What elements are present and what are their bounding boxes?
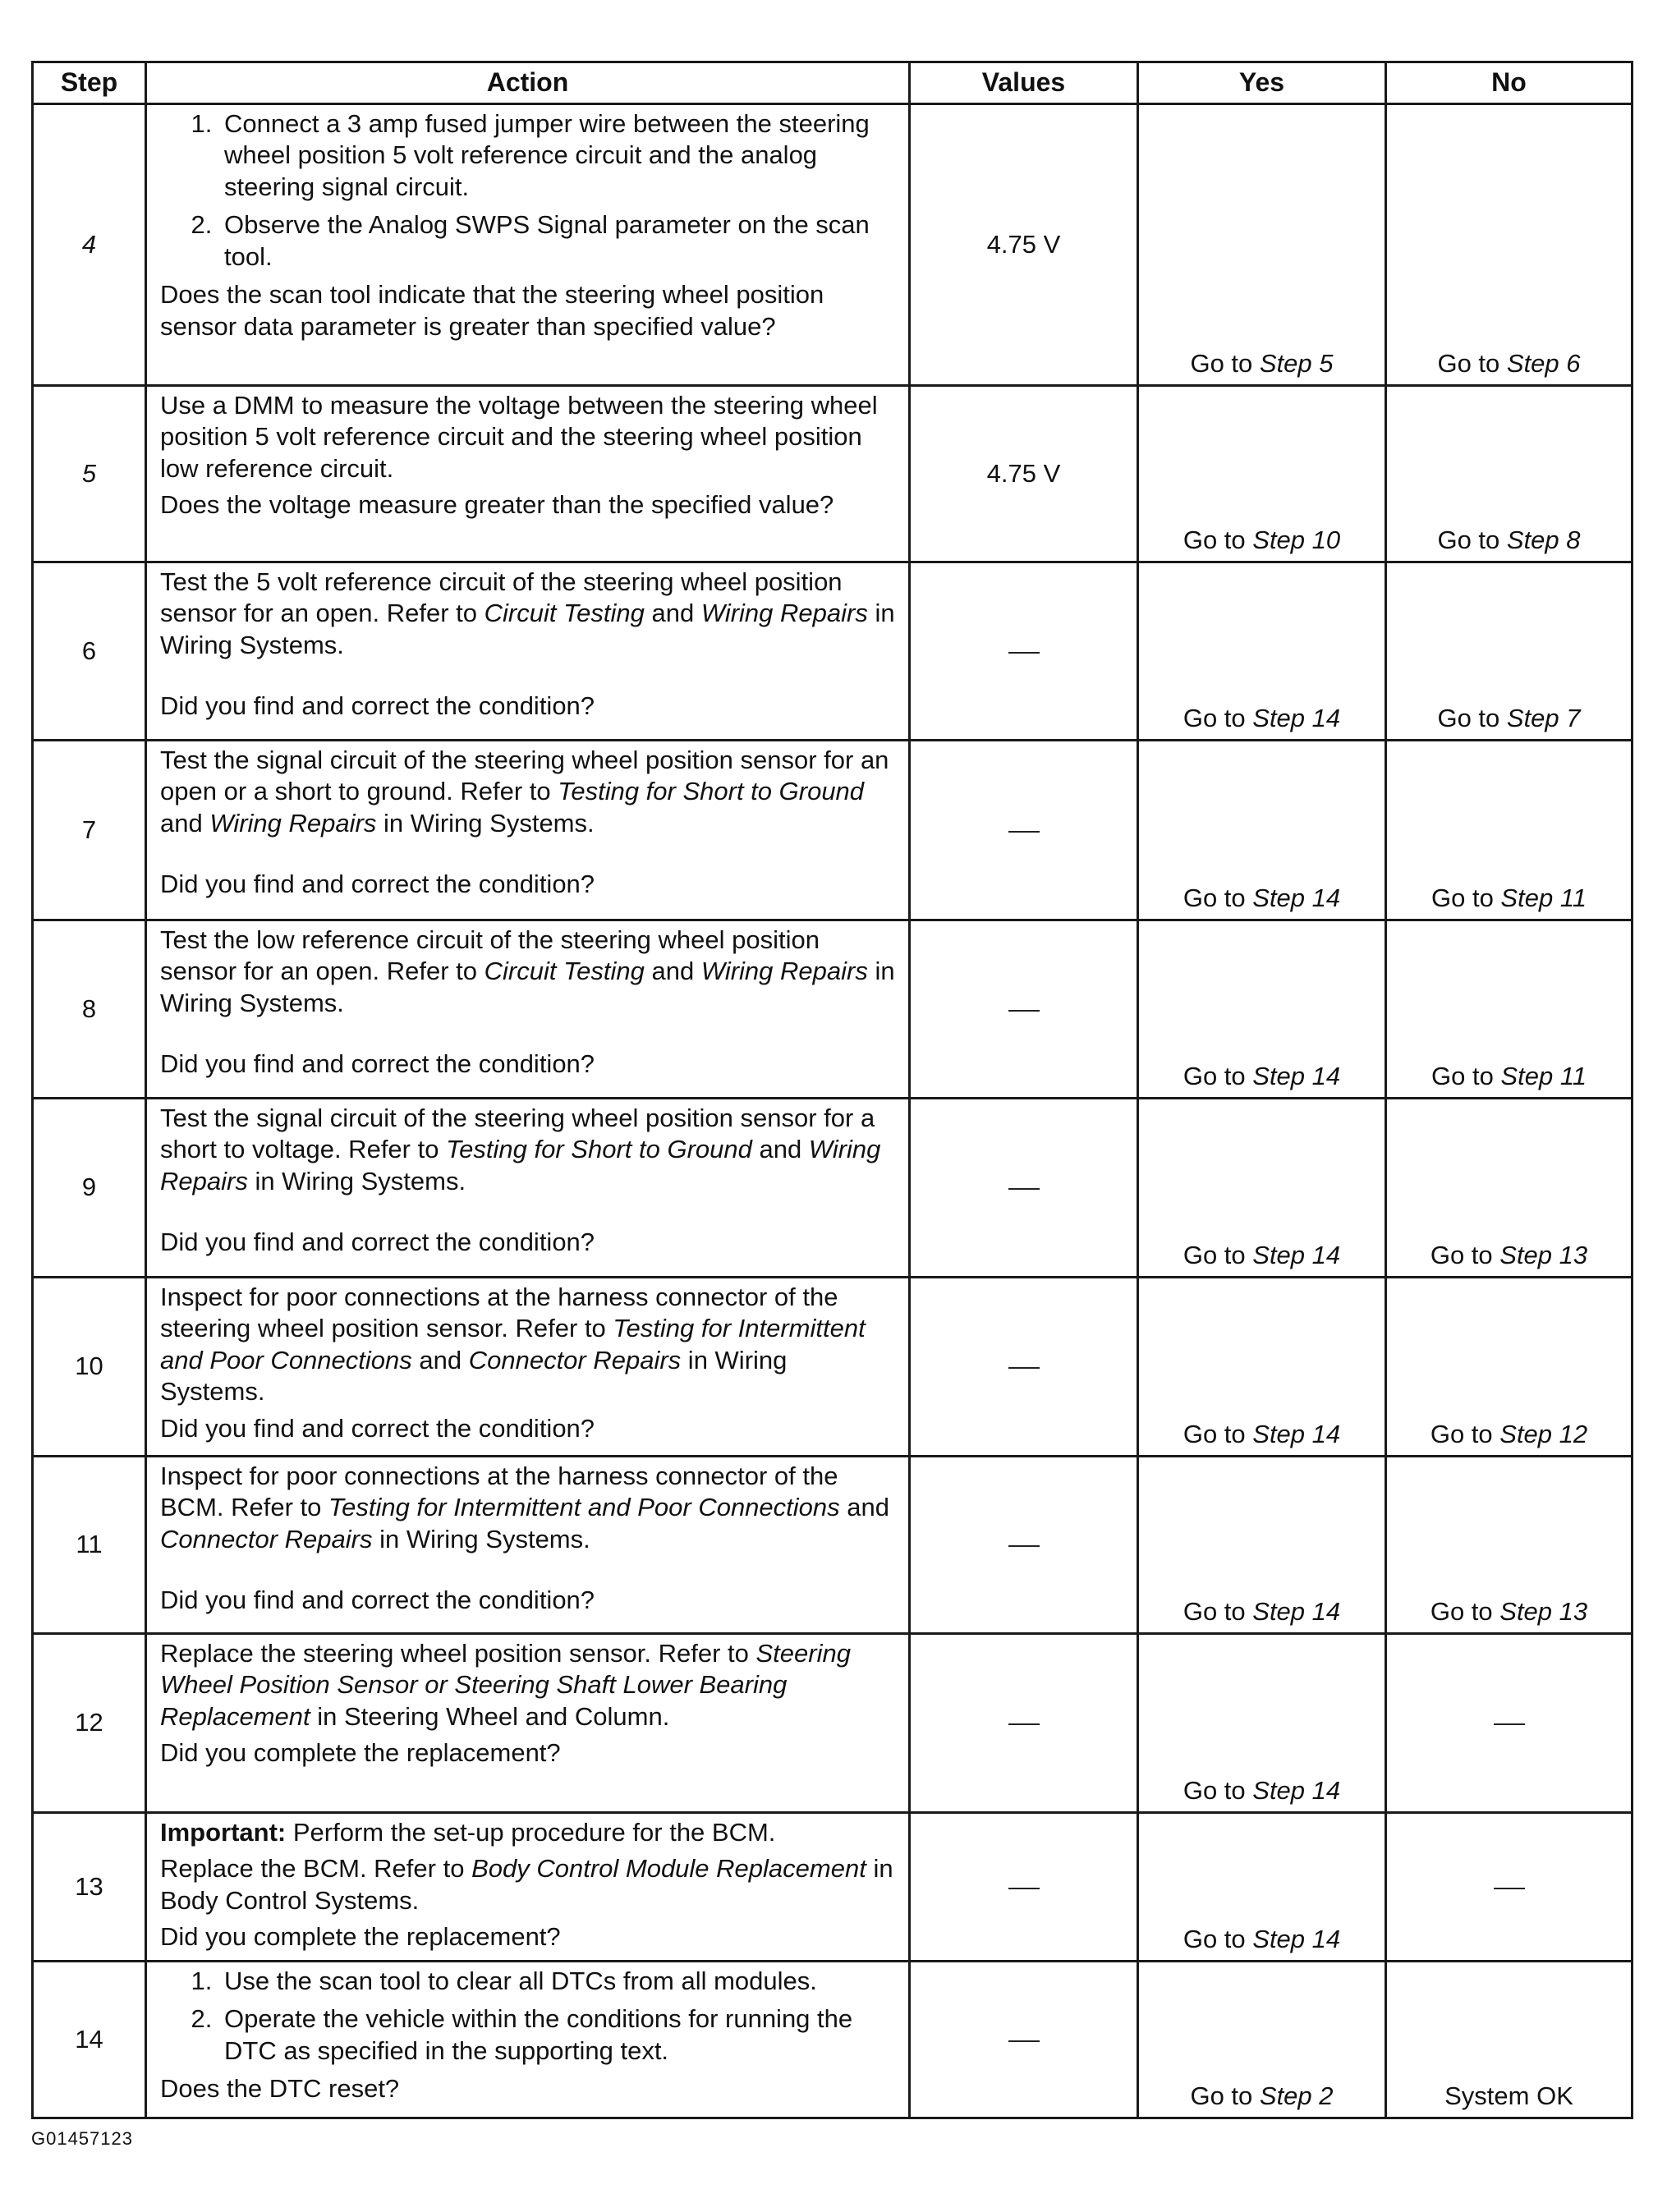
substep-list	[160, 108, 898, 273]
reference-link: Circuit Testing	[484, 599, 645, 628]
dash-mark	[1008, 1723, 1040, 1725]
step-number: 12	[33, 1634, 146, 1813]
figure-id: G01457123	[31, 2128, 133, 2149]
step-question: Does the scan tool indicate that the steering wheel position sensor data parameter is greater than specified value?	[160, 280, 824, 341]
step-value: 4.75 V	[910, 386, 1138, 562]
no-result: System OK	[1386, 1962, 1633, 2118]
header-values: Values	[910, 62, 1138, 104]
yes-goto: Go to Step 14	[1138, 1099, 1386, 1278]
no-goto: Go to Step 13	[1386, 1099, 1633, 1278]
step-row-5	[33, 386, 1633, 562]
reference-link: Steering Wheel Position Sensor or Steering Shaft Lower Bearing Replacement	[160, 1639, 851, 1731]
no-goto: Go to Step 8	[1386, 386, 1633, 562]
step-question: Did you find and correct the condition?	[160, 870, 595, 899]
yes-goto: Go to Step 14	[1138, 1278, 1386, 1457]
header-yes: Yes	[1138, 62, 1386, 104]
yes-goto: Go to Step 14	[1138, 562, 1386, 741]
yes-goto: Go to Step 10	[1138, 386, 1386, 562]
step-number: 10	[33, 1278, 146, 1457]
step-number: 9	[33, 1099, 146, 1278]
diagnostic-table	[31, 61, 1633, 2119]
step-row-4	[33, 104, 1633, 386]
substep: 2. Operate the vehicle within the conditions for running the DTC as specified in the supporting text.	[219, 2003, 898, 2067]
step-row-12	[33, 1634, 1633, 1813]
no-goto: Go to Step 11	[1386, 920, 1633, 1099]
step-action	[146, 562, 910, 741]
step-row-8	[33, 920, 1633, 1099]
step-value	[910, 1813, 1138, 1962]
step-instruction: Test the 5 volt reference circuit of the steering wheel position sensor for an open. Refer to Circuit Testing and Wiring Repairs in Wiring Systems.	[160, 567, 895, 659]
dash-mark	[1008, 1010, 1040, 1012]
important-note: Important: Perform the set-up procedure for the BCM.	[160, 1818, 776, 1847]
dash-mark	[1008, 1888, 1040, 1889]
step-action	[146, 741, 910, 920]
reference-link: Wiring Repairs	[700, 599, 868, 628]
step-value	[910, 1278, 1138, 1457]
no-goto: Go to Step 13	[1386, 1457, 1633, 1634]
step-value	[910, 562, 1138, 741]
step-question: Did you find and correct the condition?	[160, 1228, 595, 1257]
reference-link: Wiring Repairs	[700, 957, 868, 986]
step-value	[910, 1457, 1138, 1634]
reference-link: Testing for Intermittent and Poor Connections	[328, 1493, 840, 1522]
step-question: Did you find and correct the condition?	[160, 1586, 595, 1615]
step-number: 5	[33, 386, 146, 562]
header-step: Step	[33, 62, 146, 104]
step-number: 6	[33, 562, 146, 741]
yes-goto: Go to Step 14	[1138, 1457, 1386, 1634]
dash-mark	[1008, 2040, 1040, 2042]
yes-goto: Go to Step 14	[1138, 920, 1386, 1099]
step-question: Does the DTC reset?	[160, 2074, 400, 2104]
step-value	[910, 741, 1138, 920]
yes-goto: Go to Step 14	[1138, 741, 1386, 920]
step-row-7	[33, 741, 1633, 920]
yes-goto: Go to Step 14	[1138, 1634, 1386, 1813]
substep: 2. Observe the Analog SWPS Signal parameter on the scan tool.	[219, 209, 898, 273]
step-row-9	[33, 1099, 1633, 1278]
step-number: 11	[33, 1457, 146, 1634]
step-value	[910, 1099, 1138, 1278]
reference-link: Connector Repairs	[468, 1345, 682, 1374]
step-number: 7	[33, 741, 146, 920]
step-instruction: Test the signal circuit of the steering wheel position sensor for a short to voltage. Refer to Testing for Short to Ground and Wiring Repairs in Wiring Systems.	[160, 1104, 881, 1195]
no-goto: Go to Step 11	[1386, 741, 1633, 920]
header-row	[33, 62, 1633, 104]
no-goto: Go to Step 6	[1386, 104, 1633, 386]
reference-link: Wiring Repairs	[160, 1135, 881, 1195]
substep: 1. Use the scan tool to clear all DTCs from all modules.	[219, 1966, 898, 1997]
step-row-11	[33, 1457, 1633, 1634]
step-action	[146, 1962, 910, 2118]
step-question: Did you find and correct the condition?	[160, 691, 595, 721]
step-question: Does the voltage measure greater than the specified value?	[160, 490, 834, 520]
reference-link: Circuit Testing	[484, 957, 645, 986]
reference-link: Testing for Short to Ground	[558, 777, 865, 806]
dash-mark	[1494, 1888, 1525, 1889]
step-question: Did you find and correct the condition?	[160, 1413, 595, 1443]
step-action	[146, 104, 910, 386]
step-instruction: Inspect for poor connections at the harness connector of the steering wheel position sensor. Refer to Testing for Intermittent and Poor Connections and Connector Repairs in Wiring Systems.	[160, 1283, 866, 1407]
step-action	[146, 1099, 910, 1278]
step-instruction: Replace the BCM. Refer to Body Control Module Replacement in Body Control Systems.	[160, 1854, 893, 1915]
reference-link: Body Control Module Replacement	[471, 1854, 866, 1884]
step-row-10	[33, 1278, 1633, 1457]
yes-goto: Go to Step 14	[1138, 1813, 1386, 1962]
reference-link: Testing for Intermittent and Poor Connections	[160, 1314, 866, 1374]
step-value: 4.75 V	[910, 104, 1138, 386]
substep-list	[160, 1966, 898, 2067]
step-action	[146, 1634, 910, 1813]
step-question: Did you complete the replacement?	[160, 1922, 561, 1952]
dash-mark	[1008, 831, 1040, 833]
step-value	[910, 1634, 1138, 1813]
step-row-6	[33, 562, 1633, 741]
step-number: 8	[33, 920, 146, 1099]
step-instruction: Inspect for poor connections at the harness connector of the BCM. Refer to Testing for Intermittent and Poor Connections and Connector Repairs in Wiring Systems.	[160, 1462, 889, 1553]
dash-mark	[1008, 1545, 1040, 1547]
no-goto: Go to Step 12	[1386, 1278, 1633, 1457]
step-value	[910, 1962, 1138, 2118]
step-instruction: Test the signal circuit of the steering wheel position sensor for an open or a short to ground. Refer to Testing for Short to Ground and Wiring Repairs in Wiring Systems.	[160, 746, 889, 838]
header-no: No	[1386, 62, 1633, 104]
step-action	[146, 920, 910, 1099]
dash-mark	[1008, 1367, 1040, 1369]
dash-mark	[1008, 1188, 1040, 1190]
step-action	[146, 1457, 910, 1634]
step-row-13	[33, 1813, 1633, 1962]
header-action: Action	[146, 62, 910, 104]
step-instruction: Test the low reference circuit of the steering wheel position sensor for an open. Refer to Circuit Testing and Wiring Repairs in Wiring Systems.	[160, 925, 895, 1017]
step-number: 4	[33, 104, 146, 386]
yes-goto: Go to Step 5	[1138, 104, 1386, 386]
step-question: Did you complete the replacement?	[160, 1738, 561, 1768]
step-instruction: Replace the steering wheel position sensor. Refer to Steering Wheel Position Sensor or Steering Shaft Lower Bearing Replacement in Steering Wheel and Column.	[160, 1639, 851, 1731]
step-row-14	[33, 1962, 1633, 2118]
step-number: 13	[33, 1813, 146, 1962]
step-question: Did you find and correct the condition?	[160, 1049, 595, 1079]
step-action	[146, 1813, 910, 1962]
step-value	[910, 920, 1138, 1099]
yes-goto: Go to Step 2	[1138, 1962, 1386, 2118]
step-instruction: Use a DMM to measure the voltage between the steering wheel position 5 volt reference circuit and the steering wheel position low reference circuit.	[160, 391, 878, 483]
step-action	[146, 386, 910, 562]
step-action	[146, 1278, 910, 1457]
reference-link: Testing for Short to Ground	[446, 1135, 752, 1164]
no-goto	[1386, 1813, 1633, 1962]
no-goto	[1386, 1634, 1633, 1813]
dash-mark	[1008, 652, 1040, 654]
dash-mark	[1494, 1723, 1525, 1725]
reference-link: Connector Repairs	[160, 1524, 373, 1553]
reference-link: Wiring Repairs	[209, 808, 377, 838]
substep: 1. Connect a 3 amp fused jumper wire between the steering wheel position 5 volt reference circuit and the analog steering signal circuit.	[219, 108, 898, 203]
no-goto: Go to Step 7	[1386, 562, 1633, 741]
step-number: 14	[33, 1962, 146, 2118]
